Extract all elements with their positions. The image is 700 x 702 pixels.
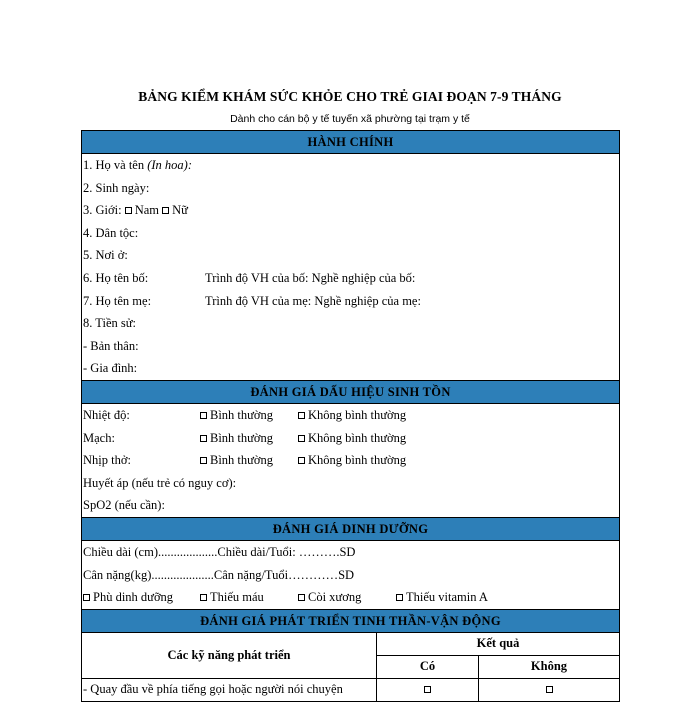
rickets-label: Còi xương <box>308 590 362 605</box>
section-vitals-header: ĐÁNH GIÁ DẤU HIỆU SINH TỒN <box>82 380 619 404</box>
form-subtitle: Dành cho cán bộ y tế tuyến xã phường tại trạm y tế <box>230 113 470 125</box>
spo2-label: SpO2 (nếu cần): <box>83 498 165 513</box>
weight-row[interactable] <box>82 564 619 587</box>
female-checkbox[interactable] <box>162 207 169 214</box>
respiration-normal-checkbox[interactable] <box>200 457 207 464</box>
vitamin-a-label: Thiếu vitamin A <box>406 590 488 605</box>
edema-checkbox[interactable] <box>83 594 90 601</box>
skills-column-header: Các kỹ năng phát triển <box>82 633 377 679</box>
temperature-normal-checkbox[interactable] <box>200 412 207 419</box>
skill-no-checkbox[interactable] <box>546 686 553 693</box>
anemia-label: Thiếu máu <box>210 590 264 605</box>
ethnicity-label: 4. Dân tộc: <box>83 225 139 240</box>
spo2-row[interactable] <box>82 494 619 517</box>
ethnicity-row[interactable] <box>82 222 619 245</box>
pulse-label: Mạch: <box>83 430 115 445</box>
blood-pressure-row[interactable] <box>82 472 619 495</box>
name-label: 1. Họ và tên <box>83 158 145 172</box>
female-label: Nữ <box>172 203 188 218</box>
respiration-abnormal-label: Không bình thường <box>308 453 407 468</box>
pulse-abnormal-label: Không bình thường <box>308 430 407 445</box>
skill-label: - Quay đầu về phía tiếng gọi hoặc người nói chuyện <box>82 678 377 701</box>
blood-pressure-label: Huyết áp (nếu trẻ có nguy cơ): <box>83 475 237 490</box>
result-column-header: Kết quả <box>377 633 620 656</box>
yes-column-header: Có <box>377 655 479 678</box>
anemia-checkbox[interactable] <box>200 594 207 601</box>
table-row <box>82 678 619 701</box>
section-nutrition-header: ĐÁNH GIÁ DINH DƯỠNG <box>82 517 619 541</box>
pulse-row <box>82 427 619 450</box>
length-line: Chiều dài (cm)...................Chiều dài/Tuổi: ……….SD <box>83 544 356 559</box>
address-label: 5. Nơi ở: <box>83 248 128 263</box>
section-admin-header: HÀNH CHÍNH <box>82 130 619 154</box>
father-row[interactable] <box>82 267 619 290</box>
skill-yes-checkbox[interactable] <box>424 686 431 693</box>
dob-row[interactable] <box>82 177 619 200</box>
edema-label: Phù dinh dưỡng <box>93 590 174 605</box>
family-history-label: - Gia đình: <box>83 361 138 376</box>
temperature-normal-label: Bình thường <box>210 407 274 422</box>
father-name-label: 6. Họ tên bố: <box>83 270 149 285</box>
checklist-form <box>81 130 620 702</box>
mother-info-label: Trình độ VH của mẹ: Nghề nghiệp của mẹ: <box>205 293 421 308</box>
dob-label: 2. Sinh ngày: <box>83 180 150 195</box>
male-label: Nam <box>134 203 159 218</box>
gender-label: 3. Giới: <box>83 203 122 218</box>
length-row[interactable] <box>82 541 619 564</box>
address-row[interactable] <box>82 244 619 267</box>
vitamin-a-checkbox[interactable] <box>396 594 403 601</box>
temperature-label: Nhiệt độ: <box>83 407 130 422</box>
form-title: BẢNG KIỂM KHÁM SỨC KHỎE CHO TRẺ GIAI ĐOẠN 7-9 THÁNG <box>138 89 562 104</box>
father-info-label: Trình độ VH của bố: Nghề nghiệp của bố: <box>205 270 416 285</box>
history-label: 8. Tiền sử: <box>83 316 136 331</box>
pulse-normal-checkbox[interactable] <box>200 435 207 442</box>
self-history-label: - Bản thân: <box>83 338 139 353</box>
weight-line: Cân nặng(kg)....................Cân nặng/Tuổi…………SD <box>83 567 355 582</box>
temperature-abnormal-checkbox[interactable] <box>298 412 305 419</box>
respiration-normal-label: Bình thường <box>210 453 274 468</box>
respiration-row <box>82 449 619 472</box>
family-history-row[interactable] <box>82 357 619 380</box>
development-table <box>82 633 619 702</box>
male-checkbox[interactable] <box>125 207 132 214</box>
respiration-label: Nhịp thở: <box>83 453 131 468</box>
pulse-normal-label: Bình thường <box>210 430 274 445</box>
temperature-row <box>82 404 619 427</box>
name-hint: (In hoa): <box>147 158 193 172</box>
history-row <box>82 312 619 335</box>
gender-row <box>82 199 619 222</box>
respiration-abnormal-checkbox[interactable] <box>298 457 305 464</box>
section-development-header: ĐÁNH GIÁ PHÁT TRIỂN TINH THẦN-VẬN ĐỘNG <box>82 609 619 633</box>
temperature-abnormal-label: Không bình thường <box>308 407 407 422</box>
mother-name-label: 7. Họ tên mẹ: <box>83 293 152 308</box>
name-row[interactable] <box>82 154 619 177</box>
no-column-header: Không <box>479 655 620 678</box>
nutrition-options-row <box>82 586 619 609</box>
pulse-abnormal-checkbox[interactable] <box>298 435 305 442</box>
rickets-checkbox[interactable] <box>298 594 305 601</box>
mother-row[interactable] <box>82 290 619 313</box>
self-history-row[interactable] <box>82 335 619 358</box>
